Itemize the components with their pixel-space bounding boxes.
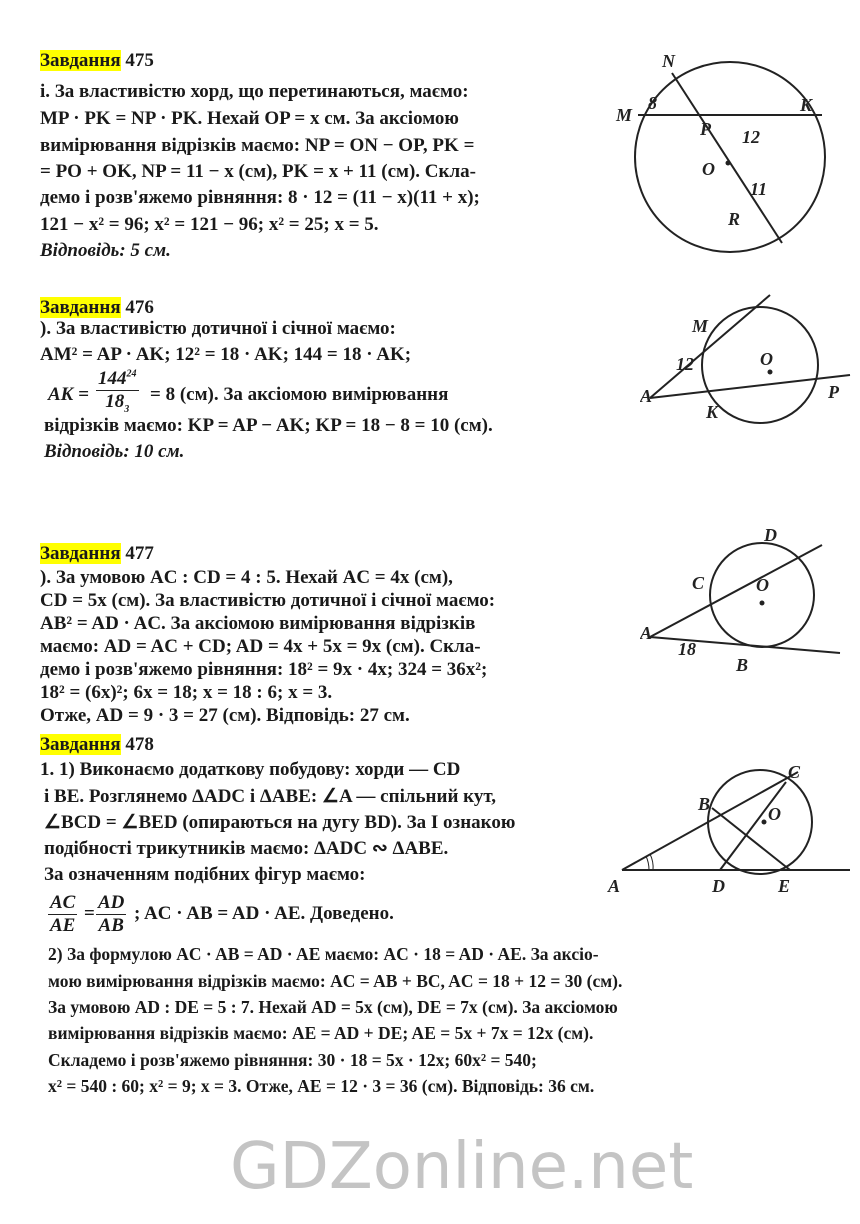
label-o: O bbox=[760, 349, 773, 369]
text-line: і. За властивістю хорд, що перетинаються, маємо: bbox=[40, 81, 469, 102]
answer-line: Відповідь: 10 см. bbox=[44, 441, 185, 462]
fraction-ac-ae bbox=[48, 892, 77, 937]
numerator-note: 24 bbox=[126, 368, 137, 380]
answer-line: Відповідь: 5 см. bbox=[40, 240, 171, 261]
text-line: За означенням подібних фігур маємо: bbox=[44, 864, 366, 885]
fraction bbox=[96, 368, 139, 415]
denominator: 18 bbox=[105, 391, 125, 412]
figure-tangent-secant bbox=[640, 290, 855, 435]
label-c: C bbox=[788, 762, 801, 782]
label-18: 18 bbox=[678, 639, 696, 659]
label-d: D bbox=[764, 525, 777, 545]
text-line: вимірювання відрізків маємо: AE = AD + DE; AE = 5x + 7x = 12x (см). bbox=[48, 1023, 594, 1043]
text-line: мою вимірювання відрізків маємо: AC = AB + BC, AC = 18 + 12 = 30 (см). bbox=[48, 971, 623, 991]
label-12: 12 bbox=[742, 127, 760, 147]
figure-tangent-secant-2 bbox=[640, 525, 855, 685]
task-heading bbox=[40, 297, 154, 319]
task-label: Завдання bbox=[40, 297, 121, 318]
label-m: M bbox=[692, 316, 709, 336]
numerator: 144 bbox=[98, 368, 127, 389]
label-k: K bbox=[706, 402, 719, 422]
text-line: ). За умовою AC : CD = 4 : 5. Нехай AC = 4x (см), bbox=[40, 567, 453, 588]
figure-similar-triangles bbox=[600, 760, 855, 920]
text-line: ). За властивістю дотичної і січної маємо: bbox=[40, 318, 396, 339]
text-line: MP · PK = NP · PK. Нехай OP = x см. За аксіомою bbox=[40, 108, 459, 129]
text-line: ; AC · AB = AD · AE. Доведено. bbox=[134, 903, 394, 924]
text-line: Отже, AD = 9 · 3 = 27 (см). Відповідь: 27 см. bbox=[40, 705, 410, 726]
fraction-lhs: AK = bbox=[48, 384, 89, 405]
text-line: 121 − x² = 96; x² = 121 − 96; x² = 25; x = 5. bbox=[40, 214, 379, 235]
label-c: C bbox=[692, 573, 705, 593]
text-line: За умовою AD : DE = 5 : 7. Нехай AD = 5x (см), DE = 7x (см). За аксіомою bbox=[48, 997, 618, 1017]
label-o: O bbox=[756, 575, 769, 595]
numerator: AC bbox=[50, 892, 76, 913]
label-m: M bbox=[616, 105, 633, 125]
label-p: P bbox=[828, 382, 839, 402]
text-line: і BE. Розглянемо ΔADC і ΔABE: ∠A — спільний кут, bbox=[44, 786, 496, 807]
text-line: демо і розв'яжемо рівняння: 8 · 12 = (11 − x)(11 + x); bbox=[40, 187, 480, 208]
task-number: 476 bbox=[125, 297, 154, 318]
label-r: R bbox=[728, 209, 741, 229]
watermark: GDZonline.net bbox=[230, 1130, 694, 1204]
task-number: 478 bbox=[125, 734, 154, 755]
text-line: 1. 1) Виконаємо додаткову побудову: хорди — CD bbox=[40, 759, 461, 780]
fraction-ad-ab bbox=[96, 892, 126, 937]
label-11: 11 bbox=[750, 179, 768, 199]
label-b: B bbox=[736, 655, 749, 675]
text-line: ∠BCD = ∠BED (опираються на дугу BD). За І ознакою bbox=[44, 812, 516, 833]
equals-sign: = bbox=[84, 903, 95, 924]
label-a: A bbox=[640, 623, 653, 643]
label-o: O bbox=[702, 159, 715, 179]
text-line: 18² = (6x)²; 6x = 18; x = 18 : 6; x = 3. bbox=[40, 682, 333, 703]
denominator-note: 3 bbox=[124, 403, 130, 415]
text-line: 2) За формулою AC · AB = AD · AE маємо: AC · 18 = AD · AE. За аксіо- bbox=[48, 944, 599, 964]
task-heading bbox=[40, 734, 154, 756]
task-number: 475 bbox=[125, 50, 154, 71]
task-label: Завдання bbox=[40, 50, 121, 71]
task-number: 477 bbox=[125, 543, 154, 564]
text-line: AB² = AD · AC. За аксіомою вимірювання відрізків bbox=[40, 613, 476, 634]
text-line: демо і розв'яжемо рівняння: 18² = 9x · 4x; 324 = 36x²; bbox=[40, 659, 488, 680]
text-line: = PO + OK, NP = 11 − x (см), PK = x + 11 (см). Скла- bbox=[40, 161, 476, 182]
text-line: Складемо і розв'яжемо рівняння: 30 · 18 = 5x · 12x; 60x² = 540; bbox=[48, 1050, 537, 1070]
label-k: K bbox=[800, 95, 813, 115]
label-n: N bbox=[662, 51, 675, 71]
figure-chords-circle bbox=[600, 45, 850, 275]
text-line: маємо: AD = AC + CD; AD = 4x + 5x = 9x (см). Скла- bbox=[40, 636, 481, 657]
label-8: 8 bbox=[648, 93, 657, 113]
text-line: = 8 (см). За аксіомою вимірювання bbox=[150, 384, 449, 405]
denominator: AE bbox=[50, 915, 76, 936]
text-line: x² = 540 : 60; x² = 9; x = 3. Отже, AE = 12 · 3 = 36 (см). Відповідь: 36 см. bbox=[48, 1076, 595, 1096]
task-label: Завдання bbox=[40, 543, 121, 564]
label-d: D bbox=[712, 876, 725, 896]
numerator: AD bbox=[98, 892, 125, 913]
text-line: вимірювання відрізків маємо: NP = ON − OP, PK = bbox=[40, 135, 475, 156]
label-o: O bbox=[768, 804, 781, 824]
label-12: 12 bbox=[676, 354, 694, 374]
text-line: CD = 5x (см). За властивістю дотичної і січної маємо: bbox=[40, 590, 496, 611]
task-heading bbox=[40, 50, 154, 72]
text-line: AM² = AP · AK; 12² = 18 · AK; 144 = 18 · AK; bbox=[40, 344, 412, 365]
denominator: AB bbox=[98, 915, 124, 936]
label-a: A bbox=[640, 386, 653, 406]
task-heading bbox=[40, 543, 154, 565]
label-b: B bbox=[698, 794, 711, 814]
text-line: подібності трикутників маємо: ΔADC ∾ ΔABE. bbox=[44, 838, 449, 859]
label-p: P bbox=[700, 119, 711, 139]
task-label: Завдання bbox=[40, 734, 121, 755]
label-e: E bbox=[778, 876, 791, 896]
label-a: A bbox=[608, 876, 621, 896]
text-line: відрізків маємо: KP = AP − AK; KP = 18 − 8 = 10 (см). bbox=[44, 415, 493, 436]
